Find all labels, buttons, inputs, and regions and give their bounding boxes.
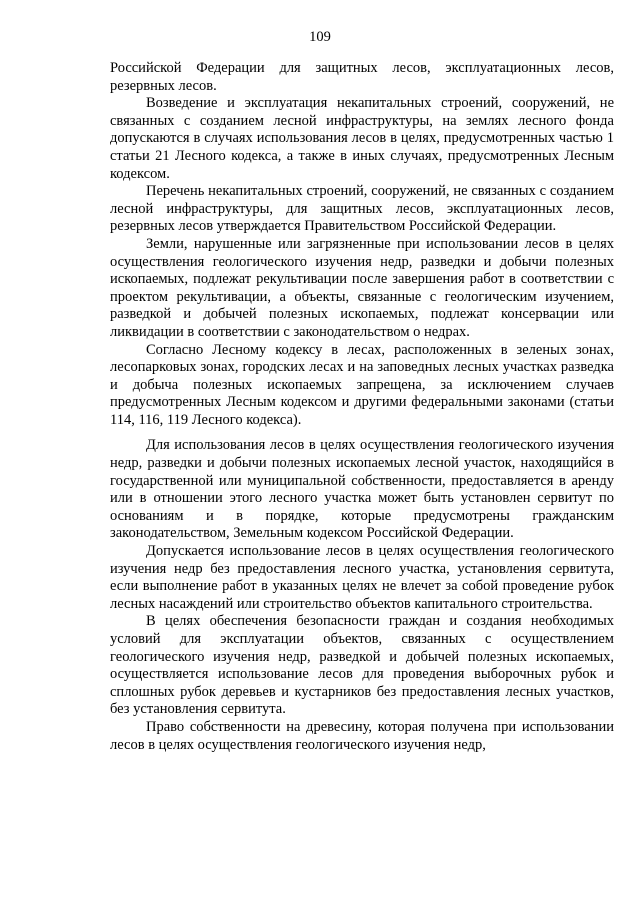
document-body <box>110 60 614 754</box>
paragraph: Право собственности на древесину, которая получена при использовании лесов в целях осуществления геологического изучения недр, <box>110 718 614 753</box>
paragraph: Российской Федерации для защитных лесов, эксплуатационных лесов, резервных лесов. <box>110 60 614 94</box>
paragraph: Перечень некапитальных строений, сооружений, не связанных с созданием лесной инфраструктуры, для защитных лесов, эксплуатационных лесов, резервных лесов утверждается Правительством Российской Федерации. <box>110 183 614 235</box>
paragraph: Для использования лесов в целях осуществления геологического изучения недр, разведки и добычи полезных ископаемых лесной участок, находящийся в государственной или муниципальной собственности, предоставляется в аренду или в отношении этого лесного участка может быть установлен сервитут по основаниям и в порядке, которые предусмотрены гражданским законодательством, Земельным кодексом Российской Федерации. <box>110 437 614 542</box>
paragraph: Возведение и эксплуатация некапитальных строений, сооружений, не связанных с созданием лесной инфраструктуры, на землях лесного фонда допускаются в случаях использования лесов в целях, предусмотренных частью 1 статьи 21 Лесного кодекса, а также в иных случаях, предусмотренных Лесным кодексом. <box>110 95 614 182</box>
paragraph: Согласно Лесному кодексу в лесах, расположенных в зеленых зонах, лесопарковых зонах, городских лесах и на заповедных лесных участках разведка и добыча полезных ископаемых запрещена, за исключением случаев предусмотренных Лесным кодексом и другими федеральными законами (статьи 114, 116, 119 Лесного кодекса). <box>110 341 614 428</box>
paragraph: Земли, нарушенные или загрязненные при использовании лесов в целях осуществления геологического изучения недр, разведки и добычи полезных ископаемых, подлежат рекультивации после завершения работ в соответствии с проектом рекультивации, а объекты, связанные с геологическим изучением, разведкой и добычей полезных ископаемых, подлежат консервации или ликвидации в соответствии с законодательством о недрах. <box>110 235 614 340</box>
paragraph: Допускается использование лесов в целях осуществления геологического изучения недр без предоставления лесного участка, установления сервитута, если выполнение работ в указанных целях не влечет за собой проведение рубок лесных насаждений или строительство объектов капитального строительства. <box>110 543 614 612</box>
paragraph: В целях обеспечения безопасности граждан и создания необходимых условий для эксплуатации объектов, связанных с осуществлением геологического изучения недр, разведкой и добычей полезных ископаемых, осуществляется использование лесов для проведения выборочных рубок и сплошных рубок деревьев и кустарников без предоставления лесных участков, без установления сервитута. <box>110 613 614 718</box>
page-number: 109 <box>309 29 331 45</box>
